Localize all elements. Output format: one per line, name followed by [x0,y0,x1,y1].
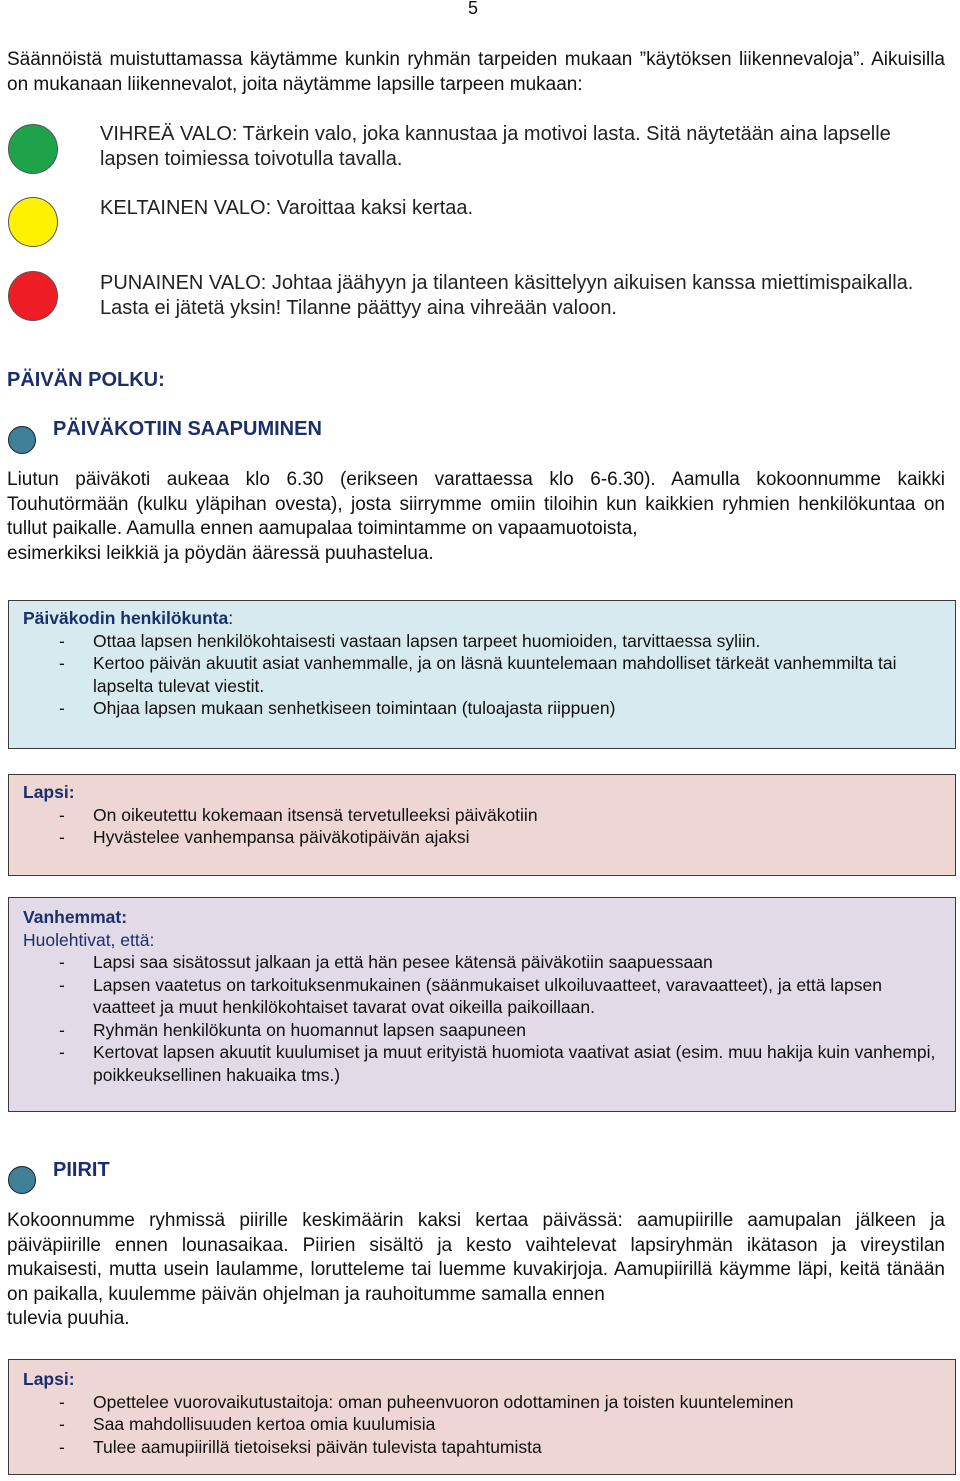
green-light-text: VIHREÄ VALO: Tärkein valo, joka kannustaa ja motivoi lasta. Sitä näytetään aina lapselle lapsen toimiessa toivotulla tavalla. [100,123,891,170]
list-item: - Ryhmän henkilökunta on huomannut lapsen saapuneen [23,1019,941,1042]
red-light-icon [8,271,58,321]
parents-box [8,897,956,1112]
circles-child-box-list [23,1391,941,1459]
green-light-icon [8,124,58,174]
staff-box [8,600,956,749]
circles-child-box-title: Lapsi: [23,1369,75,1389]
circles-paragraph [7,1209,945,1332]
circles-child-box [8,1359,956,1475]
arrival-heading: PÄIVÄKOTIIN SAAPUMINEN [53,418,322,440]
parents-box-title: Vanhemmat: [23,907,128,927]
child-box [8,774,956,876]
parents-box-list [23,951,941,1086]
list-item: - Tulee aamupiirillä tietoiseksi päivän tulevista tapahtumista [23,1436,941,1459]
red-light-text: PUNAINEN VALO: Johtaa jäähyyn ja tilanteen käsittelyyn aikuisen kanssa miettimispaikalla. Lasta ei jätetä yksin! Tilanne päättyy aina vihreään valoon. [100,272,914,319]
child-box-list [23,804,941,849]
list-item: - Kertoo päivän akuutit asiat vanhemmalle, ja on läsnä kuuntelemaan mahdolliset tärkeät vanhemmilta tai lapselta tulevat viestit. [23,652,941,697]
yellow-light-text: KELTAINEN VALO: Varoittaa kaksi kertaa. [100,197,474,219]
intro-paragraph: Säännöistä muistuttamassa käytämme kunkin ryhmän tarpeiden mukaan ”käytöksen liikennevaloja”. Aikuisilla on mukanaan liikennevalot, joita näytämme lapsille tarpeen mukaan: [7,49,945,95]
list-item: - Lapsen vaatetus on tarkoituksenmukainen (säänmukaiset ulkoiluvaatteet, varavaatteet), ja että lapsen vaatteet ja muut henkilökohtaiset tavarat ovat oikeilla paikoillaan. [23,974,941,1019]
circles-paragraph-text: Kokoonnumme ryhmissä piirille keskimäärin kaksi kertaa päivässä: aamupiirille aamupalan jälkeen ja päiväpiirille ennen lounasaikaa. Piirien sisältö ja kesto vaihtelevat lapsiryhmän ikätason ja vireystilan mukaisesti, mutta usein laulamme, lorutteleme tai luemme kuvakirjoja. Aamupiirillä käymme läpi, keitä tänään on paikalla, kuulemme päivän ohjelman ja rauhoitumme samalla ennen [7,1210,945,1305]
arrival-paragraph-last: esimerkiksi leikkiä ja pöydän ääressä puuhastelua. [7,542,434,564]
staff-box-colon: : [228,608,234,628]
parents-box-subtitle: Huolehtivat, että: [23,929,155,950]
list-item: - Lapsi saa sisätossut jalkaan ja että hän pesee kätensä päiväkotiin saapuessaan [23,951,941,974]
staff-box-title-row [23,607,941,630]
list-item: - Ottaa lapsen henkilökohtaisesti vastaan lapsen tarpeet huomioiden, tarvittaessa syliin. [23,630,941,653]
list-item: - Kertovat lapsen akuutit kuulumiset ja muut erityistä huomiota vaativat asiat (esim. muu hakija kuin vanhempi, poikkeuksellinen hakuaika tms.) [23,1041,941,1086]
section-bullet-icon [8,1166,36,1194]
staff-box-title: Päiväkodin henkilökunta [23,608,229,628]
page-number: 5 [468,0,479,18]
arrival-paragraph-text: Liutun päiväkoti aukeaa klo 6.30 (erikseen varattaessa klo 6-6.30). Aamulla kokoonnumme kaikki Touhutörmään (kulku yläpihan ovesta), josta siirrymme omiin tiloihin kun kaikkien ryhmien henkilökuntaa on tullut paikalle. Aamulla ennen aamupalaa toimintamme on vapaamuotoista, [7,469,945,539]
circles-heading: PIIRIT [53,1159,110,1181]
list-item: - Hyvästelee vanhempansa päiväkotipäivän ajaksi [23,826,941,849]
yellow-light-icon [8,197,58,247]
section-bullet-icon [8,426,36,454]
circles-paragraph-last: tulevia puuhia. [7,1308,130,1329]
list-item: - Saa mahdollisuuden kertoa omia kuulumisia [23,1413,941,1436]
list-item: - Opettelee vuorovaikutustaitoja: oman puheenvuoron odottaminen ja toisten kuunteleminen [23,1391,941,1414]
list-item: - Ohjaa lapsen mukaan senhetkiseen toimintaan (tuloajasta riippuen) [23,697,941,720]
child-box-title: Lapsi: [23,782,75,802]
list-item: - On oikeutettu kokemaan itsensä tervetulleeksi päiväkotiin [23,804,941,827]
staff-box-list [23,630,941,720]
day-path-title: PÄIVÄN POLKU: [7,369,165,391]
arrival-paragraph [7,468,945,566]
